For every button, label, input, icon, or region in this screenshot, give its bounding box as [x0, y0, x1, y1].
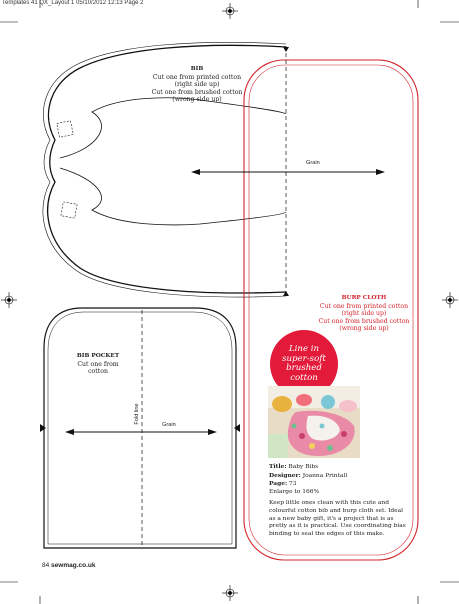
pocket-title: BIB POCKET — [76, 353, 120, 359]
info-page-label: Page: — [269, 480, 288, 488]
pocket-grain-label: Grain — [162, 422, 176, 428]
registration-mark-left — [1, 292, 17, 308]
bib-snap-mark-bottom — [61, 202, 77, 218]
info-page-value: 73 — [289, 481, 297, 488]
pocket-seam-line — [48, 312, 232, 544]
pocket-notch-left — [40, 424, 46, 432]
pocket-label — [70, 353, 126, 376]
badge-line-3: brushed — [286, 363, 322, 373]
registration-mark-right — [442, 292, 458, 308]
folio-site: sewmag.co.uk — [51, 562, 96, 569]
bib-title: BIB — [190, 66, 204, 72]
burp-line-4: (wrong side up) — [339, 325, 389, 333]
info-designer-row — [269, 472, 409, 481]
pocket-outline — [44, 308, 236, 548]
burp-line-1: Cut one from printed cotton — [319, 302, 409, 310]
fold-arrow-top — [283, 47, 289, 52]
print-slug: Templates 41 QX_Layout 1 05/10/2012 12:13 Page 2 — [2, 0, 144, 6]
page-folio — [42, 562, 95, 569]
bib-line-2: (right side up) — [174, 81, 220, 89]
info-page-row — [269, 480, 409, 489]
bib-line-1: Cut one from printed cotton — [152, 73, 242, 81]
pocket-notch-right — [234, 424, 240, 432]
burp-label — [318, 295, 410, 333]
badge-line-2: super-soft — [282, 353, 326, 364]
info-title-value: Baby Bibs — [288, 464, 319, 470]
burp-title: BURP CLOTH — [341, 295, 387, 301]
project-info — [269, 463, 409, 538]
bib-neck-bottom — [60, 168, 286, 225]
info-title-label: Title: — [269, 463, 287, 470]
product-photo — [268, 386, 360, 458]
bib-line-4: (wrong side up) — [172, 96, 222, 104]
bib-grain-label: Grain — [306, 160, 320, 166]
badge-line-1: Line in — [288, 344, 320, 354]
pocket-grain-arrow-right — [208, 429, 217, 435]
burp-line-2: (right side up) — [341, 310, 387, 318]
bib-neck-top — [60, 98, 286, 158]
info-enlarge: Enlarge to 166% — [269, 488, 320, 495]
burp-line-3: Cut one from brushed cotton — [318, 317, 410, 325]
bib-grain-arrow-left — [191, 169, 200, 175]
info-designer-value: Joanna Printall — [302, 472, 348, 479]
info-blurb: Keep little ones clean with this cute and colourful cotton bib and burp cloth set. Ideal as a new baby gift, it's a project that is as pretty as it is practical. Use coordinating bias binding to seal the edges of this make. — [269, 500, 406, 537]
bib-line-3: Cut one from brushed cotton — [151, 88, 243, 96]
folio-page-number: 84 — [42, 562, 50, 569]
pocket-fold-label: Fold line — [134, 403, 140, 425]
info-designer-label: Designer: — [269, 471, 301, 479]
pocket-line-1: Cut one from — [77, 360, 119, 368]
registration-mark-bottom — [222, 585, 238, 601]
info-title-row — [269, 463, 409, 472]
pocket-grain-arrow-left — [65, 429, 74, 435]
bib-snap-mark-top — [57, 121, 74, 138]
badge-line-4: cotton — [290, 372, 318, 383]
registration-mark-top — [222, 3, 238, 19]
pocket-line-2: cotton — [88, 368, 108, 376]
pocket-cut-line — [44, 308, 236, 548]
bib-grain-arrow-right — [376, 169, 385, 175]
bib-label — [146, 66, 248, 104]
